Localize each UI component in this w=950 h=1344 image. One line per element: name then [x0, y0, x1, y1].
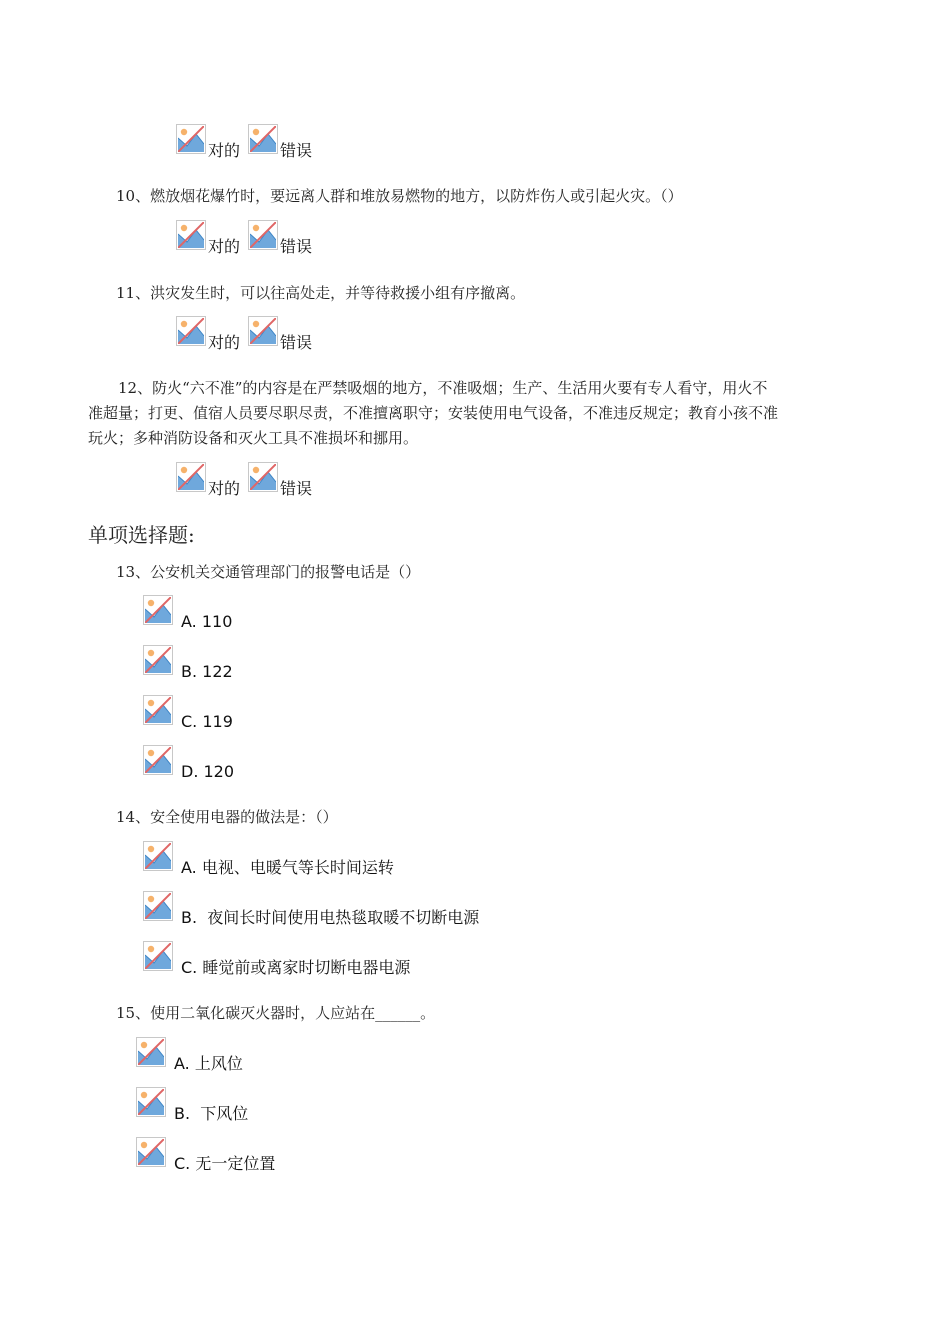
question-15-text: 15、使用二氧化碳灭火器时，人应站在______。 [116, 1004, 436, 1022]
broken-image-icon[interactable] [143, 595, 173, 625]
broken-image-icon[interactable] [143, 695, 173, 725]
option-text: 120 [203, 762, 235, 781]
option-label [181, 613, 232, 631]
false-option-label[interactable]: 错误 [280, 333, 313, 352]
true-option-label[interactable]: 对的 [208, 479, 241, 498]
option-14-b[interactable] [143, 891, 563, 927]
option-letter: C. [174, 1154, 191, 1173]
question-14-text: 14、安全使用电器的做法是：（） [116, 808, 338, 826]
option-label [181, 663, 233, 681]
section-title-single-choice: 单项选择题: [88, 523, 195, 547]
option-letter: A. [181, 612, 197, 631]
option-label [181, 909, 479, 927]
option-13-a[interactable] [143, 595, 343, 631]
option-label [181, 763, 234, 781]
broken-image-icon[interactable] [143, 941, 173, 971]
broken-image-icon[interactable] [143, 645, 173, 675]
option-13-c[interactable] [143, 695, 343, 731]
option-15-b[interactable] [136, 1087, 436, 1123]
false-option-label[interactable]: 错误 [280, 141, 313, 160]
option-letter: D. [181, 762, 199, 781]
broken-image-icon[interactable] [136, 1037, 166, 1067]
broken-image-icon[interactable] [248, 220, 278, 250]
option-text: 上风位 [194, 1054, 243, 1073]
tf-answer-row-q12 [176, 462, 376, 496]
option-14-c[interactable] [143, 941, 563, 977]
tf-answer-row-q9 [176, 124, 376, 158]
true-option-label[interactable]: 对的 [208, 333, 241, 352]
broken-image-icon[interactable] [248, 124, 278, 154]
false-option-label[interactable]: 错误 [280, 479, 313, 498]
option-letter: B. [181, 908, 198, 927]
tf-answer-row-q11 [176, 316, 376, 350]
option-15-a[interactable] [136, 1037, 436, 1073]
true-option-label[interactable]: 对的 [208, 141, 241, 160]
option-label [181, 713, 233, 731]
false-option-label[interactable]: 错误 [280, 237, 313, 256]
option-text: 122 [202, 662, 233, 681]
option-text: 睡觉前或离家时切断电器电源 [202, 958, 411, 977]
option-label [174, 1155, 275, 1173]
option-text: 110 [201, 612, 233, 631]
option-text: 夜间长时间使用电热毯取暖不切断电源 [202, 908, 480, 927]
broken-image-icon[interactable] [176, 462, 206, 492]
option-letter: B. [174, 1104, 191, 1123]
broken-image-icon[interactable] [136, 1087, 166, 1117]
option-letter: A. [181, 858, 197, 877]
option-label [181, 959, 410, 977]
question-10-text: 10、燃放烟花爆竹时，要远离人群和堆放易燃物的地方，以防炸伤人或引起火灾。（） [116, 187, 683, 205]
broken-image-icon[interactable] [176, 220, 206, 250]
option-letter: C. [181, 958, 198, 977]
option-label [174, 1055, 243, 1073]
question-12-line-3: 玩火；多种消防设备和灭火工具不准损坏和挪用。 [88, 429, 419, 447]
option-text: 无一定位置 [195, 1154, 276, 1173]
broken-image-icon[interactable] [143, 745, 173, 775]
option-letter: A. [174, 1054, 190, 1073]
option-text: 119 [202, 712, 233, 731]
broken-image-icon[interactable] [136, 1137, 166, 1167]
option-text: 下风位 [195, 1104, 249, 1123]
option-label [181, 859, 394, 877]
option-15-c[interactable] [136, 1137, 436, 1173]
true-option-label[interactable]: 对的 [208, 237, 241, 256]
broken-image-icon[interactable] [143, 891, 173, 921]
broken-image-icon[interactable] [176, 124, 206, 154]
broken-image-icon[interactable] [143, 841, 173, 871]
question-12-line-2: 准超量；打更、值宿人员要尽职尽责，不准擅离职守；安装使用电气设备，不准违反规定；教育小孩不准 [88, 404, 779, 422]
tf-answer-row-q10 [176, 220, 376, 254]
question-11-text: 11、洪灾发生时，可以往高处走，并等待救援小组有序撤离。 [116, 284, 526, 302]
option-letter: B. [181, 662, 198, 681]
broken-image-icon[interactable] [176, 316, 206, 346]
question-13-text: 13、公安机关交通管理部门的报警电话是（） [116, 563, 421, 581]
option-14-a[interactable] [143, 841, 563, 877]
option-label [174, 1105, 248, 1123]
option-13-d[interactable] [143, 745, 343, 781]
question-12-line-1: 12、防火“六不准”的内容是在严禁吸烟的地方，不准吸烟；生产、生活用火要有专人看守，用火不 [118, 379, 768, 397]
broken-image-icon[interactable] [248, 462, 278, 492]
option-letter: C. [181, 712, 198, 731]
option-13-b[interactable] [143, 645, 343, 681]
option-text: 电视、电暖气等长时间运转 [201, 858, 394, 877]
broken-image-icon[interactable] [248, 316, 278, 346]
